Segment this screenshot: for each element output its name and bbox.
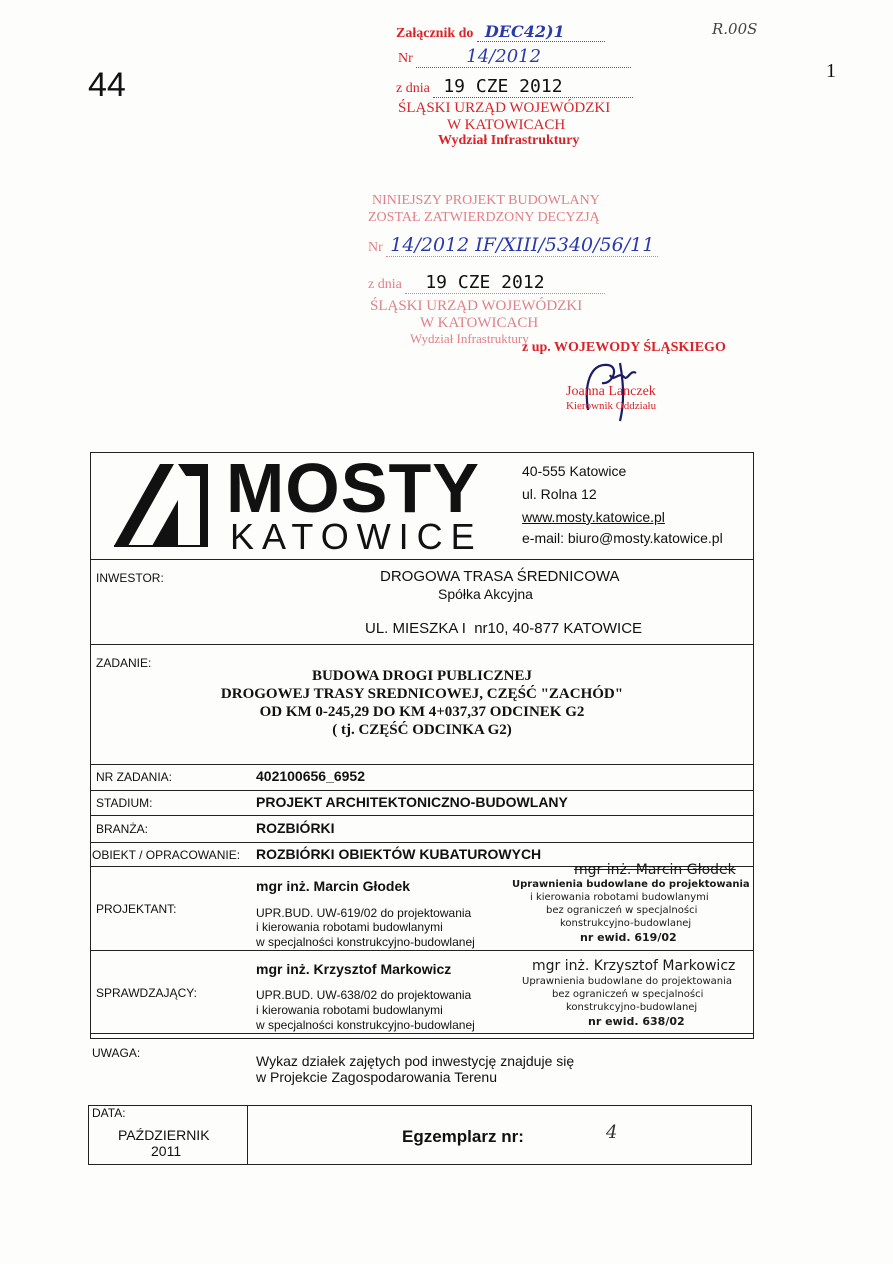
checker-stamp-line2: bez ograniczeń w specjalności [552,989,704,1000]
designer-name: mgr inż. Marcin Głodek [256,878,411,894]
stage-label: STADIUM: [96,796,153,810]
task-line4: ( tj. CZĘŚĆ ODCINKA G2) [332,722,512,738]
stamp2-line1: NINIEJSZY PROJEKT BUDOWLANY [372,193,600,208]
discipline-label: BRANŻA: [96,822,149,836]
note-line2: w Projekcie Zagospodarowania Terenu [256,1069,497,1085]
signatory-line: z up. WOJEWODY ŚLĄSKIEGO [522,340,726,355]
date-month: PAŹDZIERNIK [118,1127,210,1143]
investor-type: Spółka Akcyjna [438,586,533,602]
checker-stamp-line3: konstrukcyjno-budowlanej [566,1002,698,1013]
checker-license2: i kierowania robotami budowlanymi [256,1003,443,1017]
stamp2-nr-value: 14/2012 IF/XIII/5340/56/11 [386,234,658,257]
footer-divider [247,1105,248,1165]
stamp1-date-label: z dnia [396,81,430,96]
copy-label: Egzemplarz nr: [402,1127,524,1146]
object-label: OBIEKT / OPRACOWANIE: [92,848,241,862]
stamp2-date-label: z dnia [368,277,402,292]
date-year: 2011 [151,1143,182,1159]
signatory-name: Joanna Lanczek [566,384,656,399]
checker-name: mgr inż. Krzysztof Markowicz [256,961,452,977]
designer-stamp-line2: i kierowania robotami budowlanymi [530,892,709,903]
designer-stamp-line4: konstrukcyjno-budowlanej [560,918,692,929]
investor-address: UL. MIESZKA I nr10, 40-877 KATOWICE [365,620,643,637]
checker-stamp-line4: nr ewid. 638/02 [588,1015,685,1028]
task-line1: BUDOWA DROGI PUBLICZNEJ [311,668,533,684]
top-right-note: R.00S [712,20,758,38]
copy-value: 4 [606,1122,618,1143]
task-label: ZADANIE: [96,656,152,670]
designer-stamp-line5: nr ewid. 619/02 [580,931,677,944]
stamp2-office-line2: W KATOWICACH [420,315,539,331]
stamp1-nr-label: Nr [398,51,413,66]
checker-stamp-line1: Uprawnienia budowlane do projektowania [522,976,732,987]
attachment-label: Załącznik do [396,26,474,41]
stamp1-date-value: 19 CZE 2012 [433,76,632,98]
date-label: DATA: [92,1106,126,1120]
checker-license3: w specjalności konstrukcyjno-budowlanej [256,1018,475,1032]
attachment-value: DEC42)1 [477,22,605,42]
company-city: KATOWICE [230,516,483,557]
stage-value: PROJEKT ARCHITEKTONICZNO-BUDOWLANY [256,794,568,810]
object-value: ROZBIÓRKI OBIEKTÓW KUBATUROWYCH [256,846,542,862]
designer-label: PROJEKTANT: [96,902,177,916]
signatory-title: Kierownik Oddziału [566,400,657,412]
stamp2-nr-label: Nr [368,240,383,255]
designer-license1: UPR.BUD. UW-619/02 do projektowania [256,906,472,920]
designer-license2: i kierowania robotami budowlanymi [256,920,443,934]
investor-name: DROGOWA TRASA ŚREDNICOWA [380,568,620,585]
task-number-value: 402100656_6952 [256,768,366,784]
stamp1-office-line3: Wydział Infrastruktury [438,133,580,148]
designer-license3: w specjalności konstrukcyjno-budowlanej [256,935,475,949]
designer-stamp-line1: Uprawnienia budowlane do projektowania [512,879,750,890]
designer-stamp-name: mgr inż. Marcin Głodek [574,862,736,878]
company-logo-icon [108,462,210,548]
investor-label: INWESTOR: [96,571,164,585]
address-line1: 40-555 Katowice [522,463,627,479]
address-line2: ul. Rolna 12 [522,486,597,502]
stamp1-nr-value: 14/2012 [416,46,631,68]
task-number-label: NR ZADANIA: [96,770,173,784]
discipline-value: ROZBIÓRKI [256,820,335,836]
stamp1-office-line1: ŚLĄSKI URZĄD WOJEWÓDZKI [398,100,611,116]
stamp2-office-line3: Wydział Infrastruktury [410,331,529,346]
stamp1-office-line2: W KATOWICACH [447,117,566,133]
checker-license1: UPR.BUD. UW-638/02 do projektowania [256,988,472,1002]
company-name: MOSTY [226,449,480,527]
stamp2-date-value: 19 CZE 2012 [405,272,604,294]
note-line1: Wykaz działek zajętych pod inwestycję znajduje się [256,1053,575,1069]
note-label: UWAGA: [92,1046,141,1060]
email-text: e-mail: biuro@mosty.katowice.pl [522,530,723,546]
page-number: 44 [88,66,126,104]
checker-stamp-name: mgr inż. Krzysztof Markowicz [532,958,736,974]
stamp2-office-line1: ŚLĄSKI URZĄD WOJEWÓDZKI [370,298,583,314]
stamp2-line2: ZOSTAŁ ZATWIERDZONY DECYZJĄ [368,210,600,225]
designer-stamp-line3: bez ograniczeń w specjalności [546,905,698,916]
task-line2: DROGOWEJ TRASY SREDNICOWEJ, CZĘŚĆ "ZACHÓD" [220,686,624,702]
corner-number: 1 [826,60,836,82]
task-line3: OD KM 0-245,29 DO KM 4+037,37 ODCINEK G2 [259,704,585,720]
checker-label: SPRAWDZAJĄCY: [96,986,197,1000]
website-link[interactable]: www.mosty.katowice.pl [522,509,665,525]
